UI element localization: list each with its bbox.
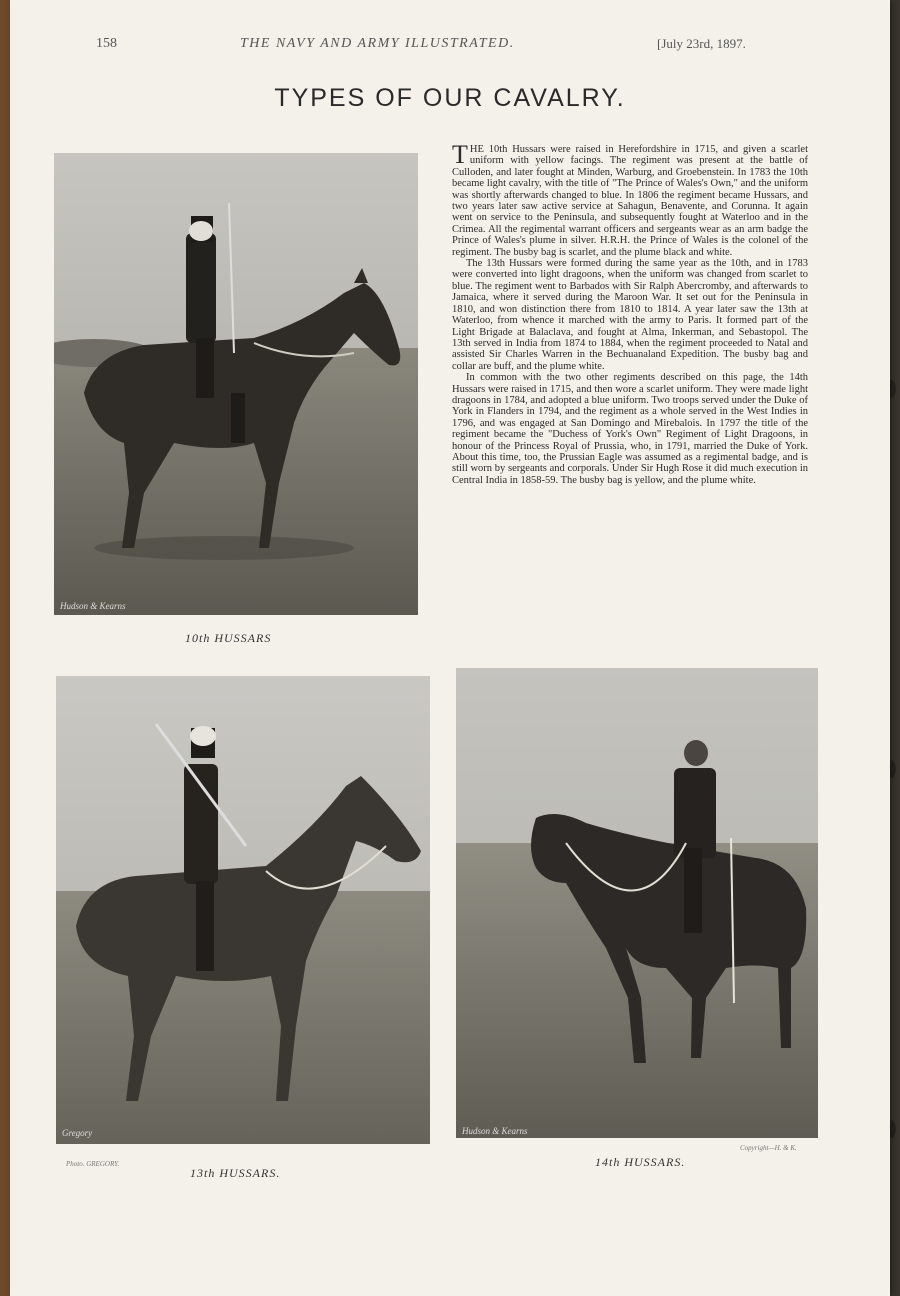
issue-date: [July 23rd, 1897. [657,36,746,51]
horse-rider-image [54,153,418,615]
copyright-note: Copyright—H. & K. [740,1144,797,1152]
page-header [10,36,890,56]
horse-rider-image [56,676,430,1144]
article-paragraph: The 13th Hussars were formed during the same year as the 10th, and in 1783 were converted into light dragoons, when the uniform was changed from scarlet to blue. The regiment went to Barbados with Sir Ralph Abercromby, and afterwards to Jamaica, where it served during the Maroon War. It set out for the Peninsula in 1810, and won distinction there from 1810 to 1814. A year later saw the 13th at Waterloo, from whence it marched with the army to Paris. It formed part of the Light Brigade at Balaclava, and fought at Alma, Inkerman, and Sebastopol. The 13th served in India from 1874 to 1884, when the regiment proceeded to Natal and assisted Sir Charles Warren in the Bechuanaland Expedition. The busby bag and collar are buff, and the plume white. [452,258,808,372]
caption-14th-hussars: 14th HUSSARS. [595,1155,686,1169]
running-title: THE NAVY AND ARMY ILLUSTRATED. [240,36,515,51]
page-title: TYPES OF OUR CAVALRY. [274,84,626,112]
photo-credit: Hudson & Kearns [462,1126,528,1136]
photographer-note: Photo. GREGORY. [66,1160,120,1168]
page-number: 158 [96,36,117,51]
caption-10th-hussars: 10th HUSSARS [185,631,272,645]
article-paragraph: THE 10th Hussars were raised in Herefordshire in 1715, and given a scarlet uniform with yellow facings. The regiment was present at the battle of Culloden, and later fought at Minden, Warburg, and Groebenstein. In 1783 the 10th became light cavalry, with the title of "The Prince of Wales's Own," and the uniform was shortly afterwards changed to blue. In 1806 the regiment became Hussars, and two years later saw active service at Sahagun, Benavente, and Corunna. It again went on service to the Peninsula, and subsequently fought at Waterloo and in the Crimea. All the regimental warrant officers and sergeants wear as an arm badge the Prince of Wales's plume in silver. H.R.H. the Prince of Wales is the colonel of the regiment. The busby bag is scarlet, and the plume black and white. [452,140,808,258]
photo-13th-hussars [56,676,430,1144]
photo-credit: Gregory [62,1128,93,1138]
photo-10th-hussars [54,153,418,615]
magazine-page [10,0,890,1296]
horse-rider-image [456,668,818,1138]
article-text [452,140,808,486]
article-paragraph: In common with the two other regiments described on this page, the 14th Hussars were raised in 1715, and then wore a scarlet uniform. They were made light dragoons in 1784, and adopted a blue uniform. Two troops served under the Duke of York in Flanders in 1794, and the regiment as a whole served in the West Indies in 1796, and was engaged at San Domingo and Mirebalois. In 1797 the title of the regiment became the "Duchess of York's Own" Regiment of Light Dragoons, in honour of the Princess Royal of Prussia, who, in 1791, married the Duke of York. About this time, too, the Prussian Eagle was assumed as a regimental badge, and is still worn by sergeants and corporals. Under Sir Hugh Rose it did much execution in Central India in 1858-59. The busby bag is yellow, and the plume white. [452,372,808,486]
caption-13th-hussars: 13th HUSSARS. [190,1166,281,1180]
drop-cap: T [452,140,468,169]
photo-14th-hussars [456,668,818,1138]
photo-credit: Hudson & Kearns [60,601,126,611]
